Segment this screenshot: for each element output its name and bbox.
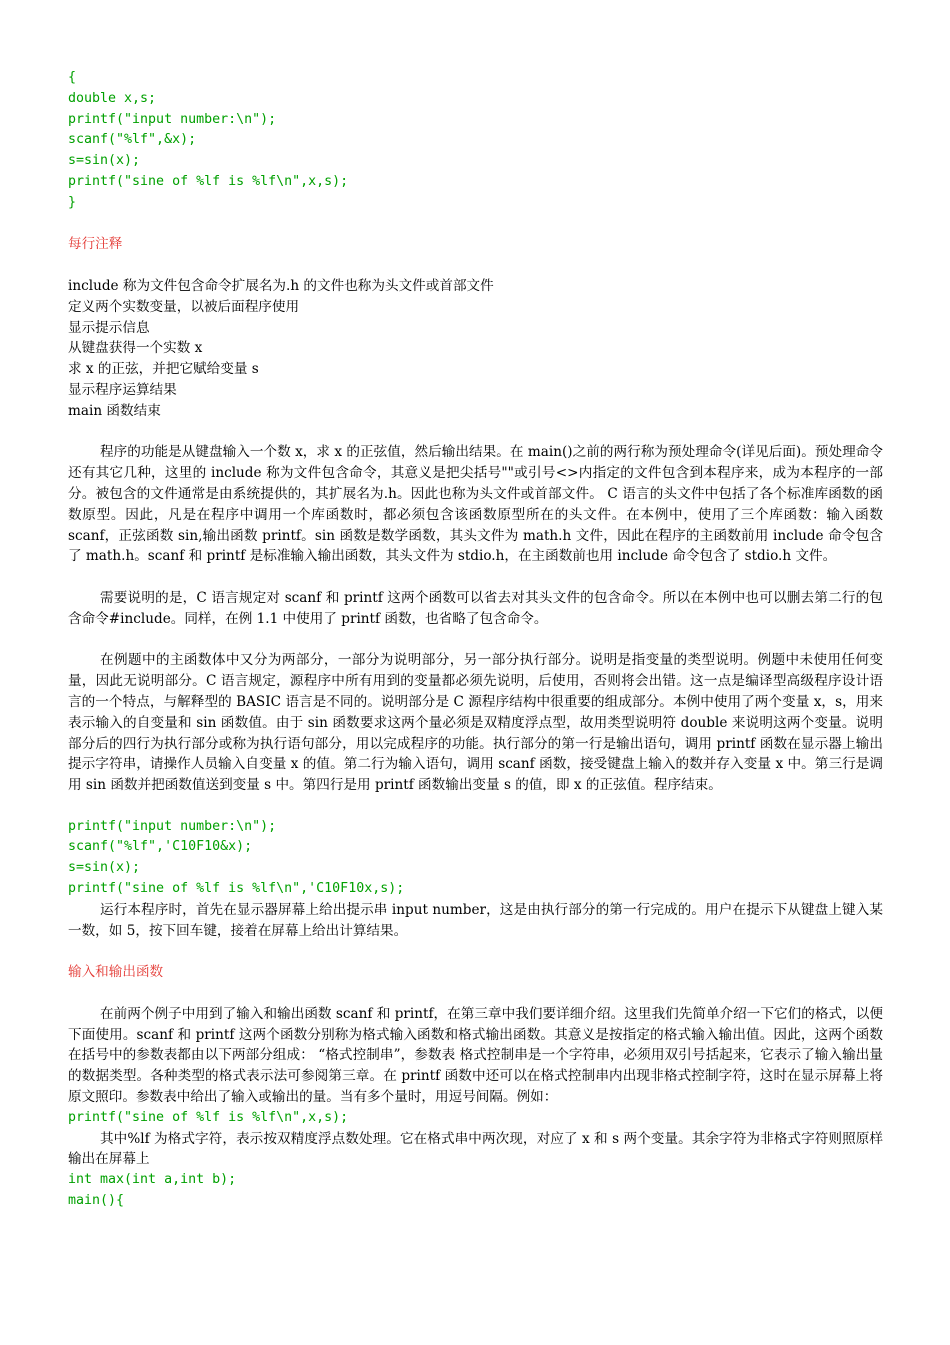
code-line: {	[68, 70, 77, 85]
code-line: printf("sine of %lf is %lf\n",x,s);	[68, 173, 349, 189]
code-line: main(){	[68, 1193, 125, 1209]
code-line: scanf("%lf",&x);	[68, 132, 197, 148]
paragraph-io-functions: 在前两个例子中用到了输入和输出函数 scanf 和 printf，在第三章中我们要详细介绍。这里我们先简单介绍一下它们的格式，以便下面使用。scanf 和 printf 这两个函数分别称为格式输入函数和格式输出函数。其意义是按指定的格式输入输出值。因此，这两个函数在括号中的参数表都由以下两部分组成： “格式控制串”，参数表 格式控制串是一个字符串，必须用双引号括起来，它表示了输入输出量的数据类型。各种类型的格式表示法可参阅第三章。在 printf 函数中还可以在格式控制串内出现非格式控制字符，这时在显示屏幕上将原文照印。参数表中给出了输入或输出的量。当有多个量时，用逗号间隔。例如：	[68, 1005, 883, 1106]
paragraph-run-program: 运行本程序时，首先在显示器屏幕上给出提示串 input number，这是由执行部分的第一行完成的。用户在提示下从键盘上键入某一数，如 5，按下回车键，接着在屏幕上给出计算结果。	[68, 901, 883, 939]
comment-line: 显示程序运算结果	[68, 381, 177, 398]
paragraph-main-body: 在例题中的主函数体中又分为两部分，一部分为说明部分，另一部分执行部分。说明是指变量的类型说明。例题中未使用任何变量，因此无说明部分。C 语言规定，源程序中所有用到的变量都必须先说明，后使用，否则将会出错。这一点是编译型高级程序设计语言的一个特点，与解释型的 BASIC 语言是不同的。说明部分是 C 源程序结构中很重要的组成部分。本例中使用了两个变量 x，s，用来表示输入的自变量和 sin 函数值。由于 sin 函数要求这两个量必须是双精度浮点型，故用类型说明符 double 来说明这两个变量。说明部分后的四行为执行部分或称为执行语句部分，用以完成程序的功能。执行部分的第一行是输出语句，调用 printf 函数在显示器上输出提示字符串，请操作人员输入自变量 x 的值。第二行为输入语句，调用 scanf 函数，接受键盘上输入的数并存入变量 x 中。第三行是调用 sin 函数并把函数值送到变量 s 中。第四行是用 printf 函数输出变量 s 的值，即 x 的正弦值。程序结束。	[68, 652, 883, 794]
code-line: }	[68, 194, 77, 210]
comment-line: 定义两个实数变量，以被后面程序使用	[68, 298, 300, 315]
code-block-main	[68, 68, 883, 214]
code-line: printf("input number:\n");	[68, 111, 277, 127]
code-line: int max(int a,int b);	[68, 1172, 237, 1188]
code-line: double x,s;	[68, 90, 157, 106]
section-heading-io: 输入和输出函数	[68, 964, 164, 981]
comment-line: 从键盘获得一个实数 x	[68, 340, 203, 357]
paragraph-format-chars: 其中%lf 为格式字符，表示按双精度浮点数处理。它在格式串中两次现，对应了 x 和 s 两个变量。其余字符为非格式字符则照原样输出在屏幕上	[68, 1130, 883, 1168]
code-line: s=sin(x);	[68, 860, 141, 876]
code-line: s=sin(x);	[68, 153, 141, 169]
section-heading-comments: 每行注释	[68, 236, 123, 253]
code-line: printf("sine of %lf is %lf\n",'C10F10x,s);	[68, 881, 405, 897]
document-page	[68, 68, 883, 1212]
code-line: scanf("%lf",'C10F10&x);	[68, 839, 253, 855]
code-line-example: printf("sine of %lf is %lf\n",x,s);	[68, 1109, 349, 1125]
code-block-max	[68, 1170, 883, 1212]
comment-line: main 函数结束	[68, 402, 161, 419]
code-block-execution	[68, 817, 883, 900]
code-line: printf("input number:\n");	[68, 818, 277, 834]
paragraph-program-function: 程序的功能是从键盘输入一个数 x，求 x 的正弦值，然后输出结果。在 main()之前的两行称为预处理命令(详见后面)。预处理命令还有其它几种，这里的 include 称为文件包含命令，其意义是把尖括号""或引号<>内指定的文件包含到本程序来，成为本程序的一部分。被包含的文件通常是由系统提供的，其扩展名为.h。因此也称为头文件或首部文件。 C 语言的头文件中包括了各个标准库函数的函数原型。因此，凡是在程序中调用一个库函数时，都必须包含该函数原型所在的头文件。在本例中，使用了三个库函数：输入函数 scanf，正弦函数 sin,输出函数 printf。sin 函数是数学函数，其头文件为 math.h 文件，因此在程序的主函数前用 include 命令包含了 math.h。scanf 和 printf 是标准输入输出函数，其头文件为 stdio.h，在主函数前也用 include 命令包含了 stdio.h 文件。	[68, 444, 883, 565]
comment-line: 显示提示信息	[68, 319, 150, 336]
comment-line: include 称为文件包含命令扩展名为.h 的文件也称为头文件或首部文件	[68, 277, 494, 294]
comment-line: 求 x 的正弦，并把它赋给变量 s	[68, 361, 259, 378]
comment-list	[68, 276, 883, 422]
paragraph-include-note: 需要说明的是，C 语言规定对 scanf 和 printf 这两个函数可以省去对其头文件的包含命令。所以在本例中也可以删去第二行的包含命令#include。同样，在例 1.1 中使用了 printf 函数，也省略了包含命令。	[68, 589, 883, 627]
